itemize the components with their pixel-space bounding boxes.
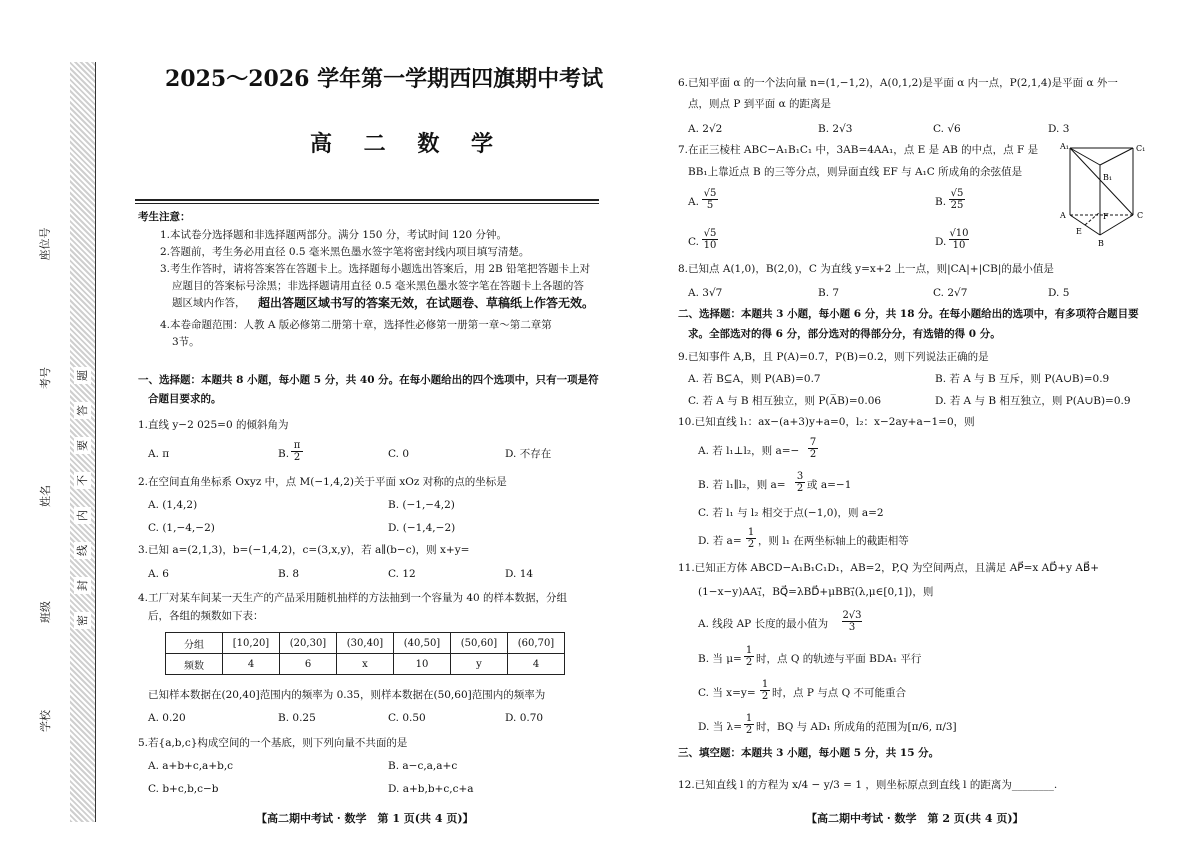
section1-heading: 一、选择题：本题共 8 小题，每小题 5 分，共 40 分。在每小题给出的四个选项中，只有一项是符 bbox=[138, 374, 599, 386]
q2-option-b: B. (−1,−4,2) bbox=[388, 499, 455, 511]
q12-stem-end: ，则坐标原点到直线 l 的距离为________. bbox=[865, 779, 1058, 791]
strip-word: 答 bbox=[74, 402, 91, 419]
page-footer: 【高二期中考试 · 数学 第 1 页(共 4 页)】 bbox=[256, 812, 474, 825]
q11-stem: 11.已知正方体 ABCD−A₁B₁C₁D₁，AB=2，P,Q 为空间两点，且满足 AP⃗=x AD⃗+y AB⃗+ bbox=[678, 562, 1099, 574]
seat-number-label: 座位号 bbox=[38, 227, 52, 261]
q7-stem: BB₁上靠近点 B 的三等分点，则异面直线 EF 与 A₁C 所成角的余弦值是 bbox=[688, 166, 1023, 178]
strip-word: 封 bbox=[74, 577, 91, 594]
q7-option-c-fraction: √5 10 bbox=[703, 228, 717, 251]
label-a: A bbox=[1060, 211, 1066, 220]
table-cell: 6 bbox=[280, 654, 337, 675]
q1-option-b-fraction: π 2 bbox=[291, 440, 303, 463]
q10-option-a: A. 若 l₁⊥l₂，则 a=− bbox=[698, 445, 800, 457]
label-b: B bbox=[1098, 239, 1104, 248]
q11-option-c: C. 当 x=y= bbox=[698, 687, 756, 699]
q6-option-b: B. 2√3 bbox=[818, 123, 853, 135]
q5-option-a: A. a+b+c,a+b,c bbox=[148, 760, 234, 772]
table-cell: 10 bbox=[394, 654, 451, 675]
q6-stem: 点，则点 P 到平面 α 的距离是 bbox=[688, 98, 832, 110]
q1-stem: 1.直线 y−2 025=0 的倾斜角为 bbox=[138, 419, 289, 431]
binding-strip bbox=[70, 62, 96, 822]
q5-option-d: D. a+b,b+c,c+a bbox=[388, 783, 474, 795]
table-cell: (20,30] bbox=[280, 633, 337, 654]
q8-option-d: D. 5 bbox=[1048, 287, 1070, 299]
q7-option-b: B. bbox=[935, 196, 947, 208]
section2-heading: 求。全部选对的得 6 分，部分选对的得部分分，有选错的得 0 分。 bbox=[688, 328, 1001, 340]
frequency-table bbox=[165, 632, 565, 675]
table-cell: 4 bbox=[508, 654, 565, 675]
q8-option-c: C. 2√7 bbox=[933, 287, 968, 299]
exam-title: 2025～2026 学年第一学期西四旗期中考试 bbox=[165, 66, 604, 92]
q7-option-d: D. bbox=[935, 236, 947, 248]
q10-option-d-fraction: 1 2 bbox=[747, 527, 755, 550]
q11-option-b-fraction: 1 2 bbox=[745, 645, 753, 668]
q7-option-d-fraction: √10 10 bbox=[949, 228, 969, 251]
table-cell: [10,20] bbox=[223, 633, 280, 654]
q10-stem: 10.已知直线 l₁：ax−(a+3)y+a=0，l₂：x−2ay+a−1=0，则 bbox=[678, 416, 975, 428]
q2-option-d: D. (−1,4,−2) bbox=[388, 522, 456, 534]
page-footer: 【高二期中考试 · 数学 第 2 页(共 4 页)】 bbox=[806, 812, 1024, 825]
table-cell: 分组 bbox=[166, 633, 223, 654]
notice-item: 应题目的答案标号涂黑；非选择题请用直径 0.5 毫米黑色墨水签字笔在答题卡上各题的答 bbox=[172, 280, 584, 292]
label-e: E bbox=[1076, 227, 1082, 236]
q5-option-c: C. b+c,b,c−b bbox=[148, 783, 219, 795]
q6-option-d: D. 3 bbox=[1048, 123, 1070, 135]
notice-heading: 考生注意： bbox=[138, 211, 191, 223]
section1-heading: 合题目要求的。 bbox=[148, 393, 222, 405]
q11-option-d-fraction: 1 2 bbox=[745, 713, 753, 736]
notice-item: 3.考生作答时，请将答案答在答题卡上。选择题每小题选出答案后，用 2B 铅笔把答题卡上对 bbox=[160, 263, 591, 275]
divider bbox=[135, 203, 599, 204]
notice-emphasis: 超出答题区域书写的答案无效，在试题卷、草稿纸上作答无效。 bbox=[258, 296, 595, 310]
label-b1: B₁ bbox=[1103, 173, 1113, 182]
exam-number-label: 考号 bbox=[39, 367, 52, 389]
q4-option-a: A. 0.20 bbox=[148, 712, 186, 724]
table-cell: (60,70] bbox=[508, 633, 565, 654]
q11-option-a: A. 线段 AP 长度的最小值为 bbox=[698, 618, 829, 630]
q3-option-d: D. 14 bbox=[505, 568, 534, 580]
q4-option-c: C. 0.50 bbox=[388, 712, 426, 724]
name-label: 姓名 bbox=[39, 485, 52, 507]
q1-option-d: D. 不存在 bbox=[505, 448, 552, 460]
q11-option-d-tail: 时，BQ 与 AD₁ 所成角的范围为[π/6, π/3] bbox=[756, 721, 957, 733]
label-a1: A₁ bbox=[1060, 142, 1069, 151]
q8-option-a: A. 3√7 bbox=[688, 287, 723, 299]
q11-option-c-tail: 时，点 P 与点 Q 不可能重合 bbox=[772, 687, 907, 699]
q1-option-c: C. 0 bbox=[388, 448, 410, 460]
q7-option-a: A. bbox=[688, 196, 699, 208]
strip-word: 内 bbox=[74, 507, 91, 524]
class-label: 班级 bbox=[39, 601, 52, 623]
q4-stem: 已知样本数据在(20,40]范围内的频率为 0.35，则样本数据在(50,60]范围内的频率为 bbox=[148, 689, 546, 701]
table-cell: (40,50] bbox=[394, 633, 451, 654]
q10-option-c: C. 若 l₁ 与 l₂ 相交于点(−1,0)，则 a=2 bbox=[698, 507, 884, 519]
table-cell: (50,60] bbox=[451, 633, 508, 654]
school-label: 学校 bbox=[39, 710, 52, 732]
q2-stem: 2.在空间直角坐标系 Oxyz 中，点 M(−1,4,2)关于平面 xOz 对称的点的坐标是 bbox=[138, 476, 507, 488]
q6-option-a: A. 2√2 bbox=[688, 123, 723, 135]
table-cell: y bbox=[451, 654, 508, 675]
q6-stem: 6.已知平面 α 的一个法向量 n=(1,−1,2)，A(0,1,2)是平面 α 内一点，P(2,1,4)是平面 α 外一 bbox=[678, 77, 1118, 89]
q4-stem: 后，各组的频数如下表： bbox=[148, 610, 264, 622]
notice-item: 2.答题前，考生务必用直径 0.5 毫米黑色墨水签字笔将密封线内项目填写清楚。 bbox=[160, 246, 530, 258]
q1-option-a: A. π bbox=[148, 448, 170, 460]
prism-figure bbox=[1058, 140, 1150, 250]
q11-option-a-fraction: 2√3 3 bbox=[842, 610, 862, 633]
q9-option-d: D. 若 A 与 B 相互独立，则 P(A∪B)=0.9 bbox=[935, 395, 1131, 407]
notice-item: 题区域内作答， bbox=[172, 297, 246, 309]
table-row bbox=[166, 633, 565, 654]
label-f: F bbox=[1103, 212, 1109, 221]
q10-option-a-fraction: 7 2 bbox=[809, 437, 817, 460]
q11-option-d: D. 当 λ= bbox=[698, 721, 743, 733]
strip-word: 线 bbox=[74, 542, 91, 559]
section3-heading: 三、填空题：本题共 3 小题，每小题 5 分，共 15 分。 bbox=[678, 747, 940, 759]
subject-title: 高 二 数 学 bbox=[310, 131, 505, 157]
q3-option-a: A. 6 bbox=[148, 568, 169, 580]
q3-option-c: C. 12 bbox=[388, 568, 416, 580]
q10-option-b: B. 若 l₁∥l₂，则 a= bbox=[698, 479, 786, 491]
q10-option-d: D. 若 a= bbox=[698, 535, 742, 547]
table-row bbox=[166, 654, 565, 675]
strip-word: 题 bbox=[74, 367, 91, 384]
q11-option-c-fraction: 1 2 bbox=[761, 679, 769, 702]
q4-option-d: D. 0.70 bbox=[505, 712, 544, 724]
q11-option-b: B. 当 μ= bbox=[698, 653, 742, 665]
label-c1: C₁ bbox=[1136, 144, 1146, 153]
q4-option-b: B. 0.25 bbox=[278, 712, 316, 724]
q3-option-b: B. 8 bbox=[278, 568, 300, 580]
q12-stem-start: 12.已知直线 l 的方程为 bbox=[678, 779, 789, 791]
q3-stem: 3.已知 a=(2,1,3)，b=(−1,4,2)，c=(3,x,y)，若 a∥(b−c)，则 x+y= bbox=[138, 544, 470, 556]
table-cell: 频数 bbox=[166, 654, 223, 675]
q5-stem: 5.若{a,b,c}构成空间的一个基底，则下列向量不共面的是 bbox=[138, 737, 408, 749]
q9-option-b: B. 若 A 与 B 互斥，则 P(A∪B)=0.9 bbox=[935, 373, 1110, 385]
q12-stem bbox=[678, 778, 1057, 792]
q7-option-b-fraction: √5 25 bbox=[950, 188, 964, 211]
q2-option-a: A. (1,4,2) bbox=[148, 499, 198, 511]
q10-option-d-tail: ，则 l₁ 在两坐标轴上的截距相等 bbox=[758, 535, 909, 547]
q2-option-c: C. (1,−4,−2) bbox=[148, 522, 215, 534]
label-c: C bbox=[1137, 211, 1144, 220]
strip-word: 不 bbox=[74, 472, 91, 489]
q8-option-b: B. 7 bbox=[818, 287, 840, 299]
q11-option-b-tail: 时，点 Q 的轨迹与平面 BDA₁ 平行 bbox=[756, 653, 922, 665]
q6-option-c: C. √6 bbox=[933, 123, 961, 135]
q11-stem: (1−x−y)AA₁⃗，BQ⃗=λBD⃗+μBB₁⃗(λ,μ∈[0,1])，则 bbox=[698, 586, 934, 598]
q4-stem: 4.工厂对某车间某一天生产的产品采用随机抽样的方法抽到一个容量为 40 的样本数据，分组 bbox=[138, 592, 568, 604]
q7-option-a-fraction: √5 5 bbox=[703, 188, 717, 211]
q9-option-a: A. 若 B⊆A，则 P(AB)=0.7 bbox=[688, 373, 821, 385]
divider bbox=[135, 199, 599, 201]
notice-item: 1.本试卷分选择题和非选择题两部分。满分 150 分，考试时间 120 分钟。 bbox=[160, 229, 507, 241]
q8-stem: 8.已知点 A(1,0)，B(2,0)，C 为直线 y=x+2 上一点，则|CA|+|CB|的最小值是 bbox=[678, 263, 1054, 275]
q5-option-b: B. a−c,a,a+c bbox=[388, 760, 458, 772]
q12-equation: x/4 − y/3 = 1 bbox=[792, 779, 862, 791]
q7-option-c: C. bbox=[688, 236, 699, 248]
q9-option-c: C. 若 A 与 B 相互独立，则 P(A̅B)=0.06 bbox=[688, 395, 882, 407]
notice-item: 4.本卷命题范围：人教 A 版必修第二册第十章，选择性必修第一册第一章～第二章第 bbox=[160, 319, 552, 331]
q7-stem: 7.在正三棱柱 ABC−A₁B₁C₁ 中，3AB=4AA₁，点 E 是 AB 的中点，点 F 是 bbox=[678, 144, 1039, 156]
q10-option-b-fraction: 3 2 bbox=[796, 471, 804, 494]
section2-heading: 二、选择题：本题共 3 小题，每小题 6 分，共 18 分。在每小题给出的选项中，有多项符合题目要 bbox=[678, 308, 1139, 320]
table-cell: 4 bbox=[223, 654, 280, 675]
table-cell: x bbox=[337, 654, 394, 675]
table-cell: (30,40] bbox=[337, 633, 394, 654]
notice-item: 3节。 bbox=[172, 336, 200, 348]
strip-word: 要 bbox=[74, 437, 91, 454]
strip-word: 密 bbox=[74, 612, 91, 629]
q10-option-b-tail: 或 a=−1 bbox=[807, 479, 852, 491]
q1-option-b: B. bbox=[278, 448, 290, 460]
q9-stem: 9.已知事件 A,B，且 P(A)=0.7，P(B)=0.2，则下列说法正确的是 bbox=[678, 351, 989, 363]
